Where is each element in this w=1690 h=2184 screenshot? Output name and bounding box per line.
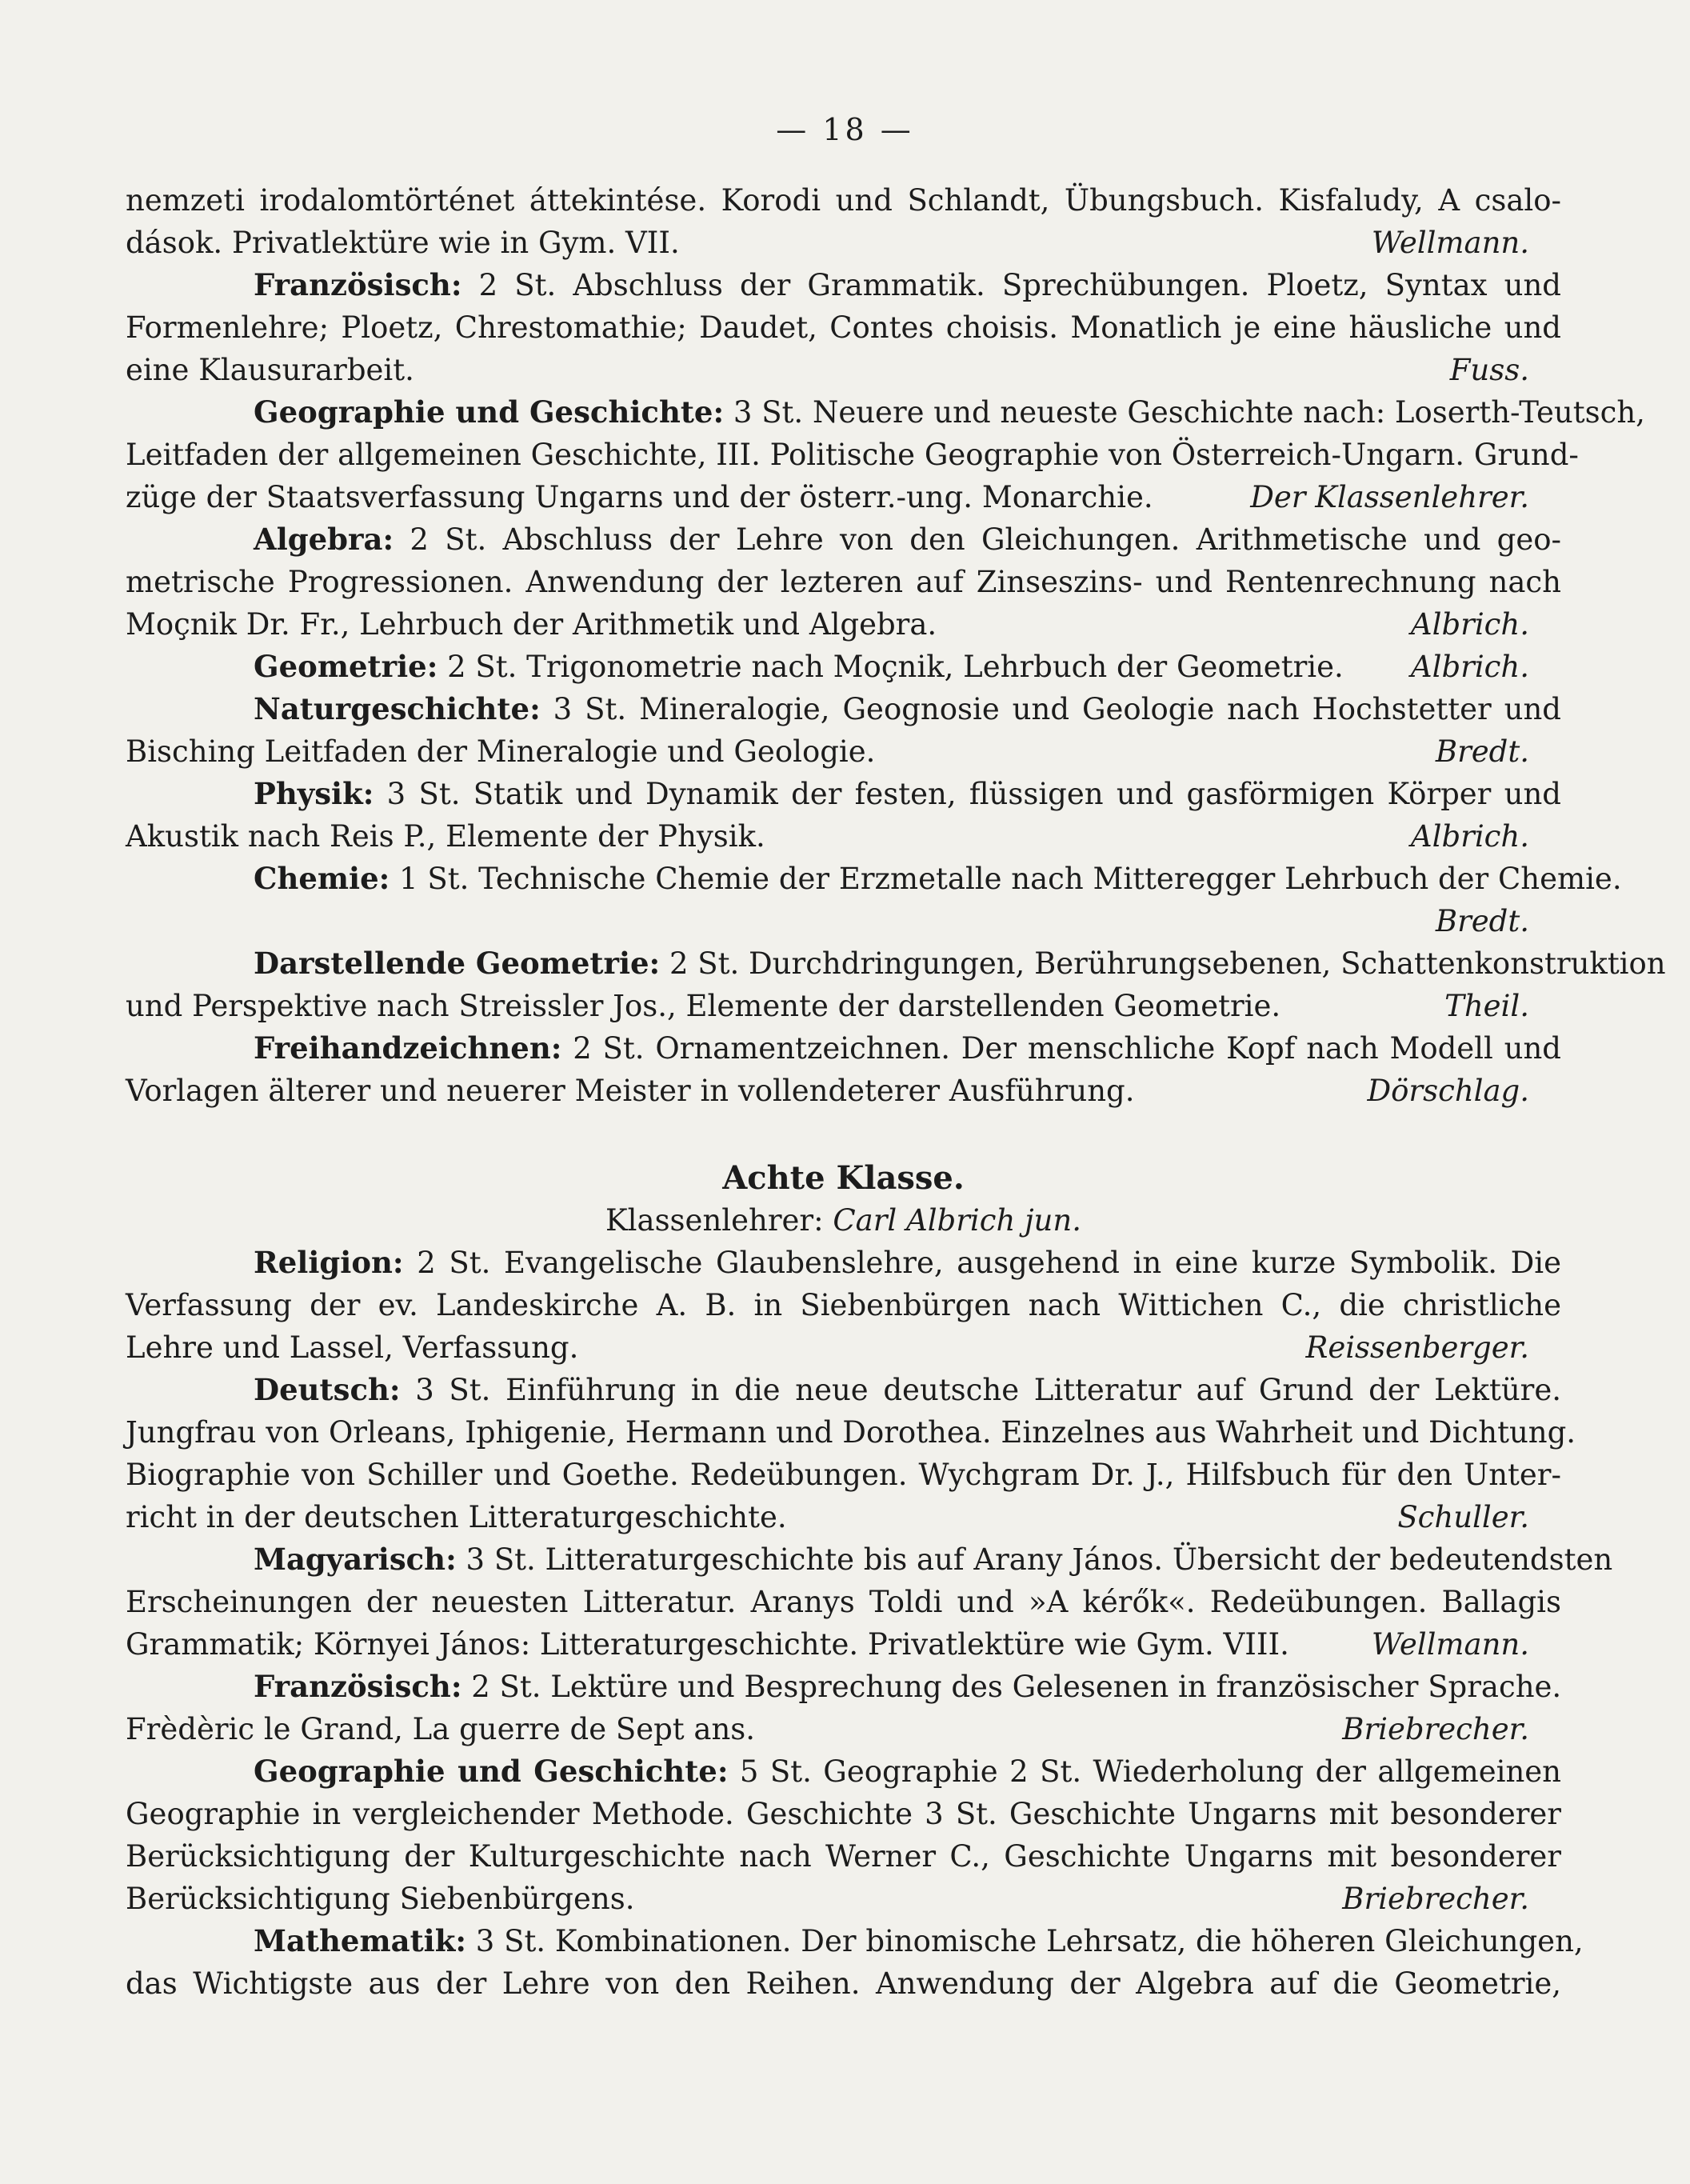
- text-line: eine Klausurarbeit. Fuss.: [126, 349, 1561, 391]
- subject-heading: Französisch:: [254, 1669, 462, 1704]
- teacher-signature: Wellmann.: [1371, 1627, 1529, 1662]
- subject-entry-hungarian: Magyarisch: 3 St. Litteraturgeschichte bis auf Arany János. Übersicht der bedeutendsten: [254, 1542, 1613, 1577]
- section-seventh-class-continuation: [126, 179, 1666, 1112]
- text-line: Grammatik; Környei János: Litteraturgeschichte. Privatlektüre wie Gym. VIII. Wellmann.: [126, 1623, 1561, 1666]
- teacher-signature: Briebrecher.: [1342, 1712, 1529, 1746]
- teacher-signature: Reissenberger.: [1305, 1330, 1529, 1365]
- subject-heading: Geometrie:: [254, 649, 438, 684]
- subject-heading: Freihandzeichnen:: [254, 1030, 562, 1066]
- subject-entry-chemistry: Chemie: 1 St. Technische Chemie der Erzmetalle nach Mitteregger Lehrbuch der Chemie.: [254, 861, 1622, 896]
- teacher-signature: Albrich.: [1410, 607, 1529, 642]
- teacher-signature: Dörschlag.: [1367, 1074, 1529, 1108]
- text-line: Moçnik Dr. Fr., Lehrbuch der Arithmetik und Algebra. Albrich.: [126, 603, 1561, 646]
- text-line: Erscheinungen der neuesten Litteratur. Aranys Toldi und »A kérők«. Redeübungen. Ballagis: [126, 1585, 1561, 1619]
- subject-entry-mathematics: Mathematik: 3 St. Kombinationen. Der binomische Lehrsatz, die höheren Gleichungen,: [254, 1923, 1584, 1958]
- subject-entry-geography: Geographie und Geschichte: 3 St. Neuere und neueste Geschichte nach: Loserth-Teutsch,: [254, 394, 1645, 430]
- text-line: Berücksichtigung der Kulturgeschichte nach Werner C., Geschichte Ungarns mit besonderer: [126, 1839, 1561, 1874]
- subject-heading: Religion:: [254, 1245, 404, 1280]
- text-line: nemzeti irodalomtörténet áttekintése. Korodi und Schlandt, Übungsbuch. Kisfaludy, A csalo-: [126, 183, 1561, 218]
- teacher-signature: Bredt.: [1435, 904, 1529, 938]
- teacher-signature: Albrich.: [1410, 819, 1529, 854]
- teacher-signature: Fuss.: [1449, 353, 1529, 387]
- section-eighth-class: [126, 1157, 1613, 2005]
- text-line: Geographie in vergleichender Methode. Geschichte 3 St. Geschichte Ungarns mit besonderer: [126, 1797, 1561, 1831]
- subject-heading: Geographie und Geschichte:: [254, 394, 725, 430]
- text-line: richt in der deutschen Litteraturgeschichte. Schuller.: [126, 1496, 1561, 1538]
- subject-entry-religion: Religion: 2 St. Evangelische Glaubenslehre, ausgehend in eine kurze Symbolik. Die: [254, 1245, 1561, 1280]
- text-line: Verfassung der ev. Landeskirche A. B. in Siebenbürgen nach Wittichen C., die christliche: [126, 1288, 1561, 1322]
- text-line: Vorlagen älterer und neuerer Meister in vollendeterer Ausführung. Dörschlag.: [126, 1070, 1561, 1112]
- subject-heading: Mathematik:: [254, 1923, 467, 1958]
- teacher-signature: Albrich.: [1410, 650, 1529, 684]
- text-line: das Wichtigste aus der Lehre von den Reihen. Anwendung der Algebra auf die Geometrie,: [126, 1966, 1561, 2001]
- text-line: metrische Progressionen. Anwendung der lezteren auf Zinseszins- und Rentenrechnung nach: [126, 565, 1561, 599]
- class-teacher: Klassenlehrer: Carl Albrich jun.: [605, 1203, 1081, 1238]
- subject-heading: Naturgeschichte:: [254, 691, 541, 726]
- subject-heading: Geographie und Geschichte:: [254, 1754, 729, 1789]
- teacher-signature: Schuller.: [1397, 1500, 1529, 1534]
- subject-entry-natural-history: Naturgeschichte: 3 St. Mineralogie, Geognosie und Geologie nach Hochstetter und: [254, 691, 1561, 726]
- text-line: züge der Staatsverfassung Ungarns und der österr.-ung. Monarchie. Der Klassenlehrer.: [126, 476, 1561, 518]
- class-teacher-name: Carl Albrich jun.: [833, 1203, 1081, 1238]
- text-line: Berücksichtigung Siebenbürgens. Briebrecher.: [126, 1878, 1561, 1920]
- subject-entry-french: Französisch: 2 St. Abschluss der Grammatik. Sprechübungen. Ploetz, Syntax und: [254, 267, 1561, 302]
- subject-entry-geography: Geographie und Geschichte: 5 St. Geographie 2 St. Wiederholung der allgemeinen: [254, 1754, 1561, 1789]
- text-line: [126, 900, 1561, 942]
- subject-entry-geometry: Geometrie: 2 St. Trigonometrie nach Moçnik, Lehrbuch der Geometrie. Albrich.: [126, 646, 1561, 688]
- subject-heading: Physik:: [254, 776, 374, 811]
- text-line: Leitfaden der allgemeinen Geschichte, III. Politische Geographie von Österreich-Ungarn. Grund-: [126, 438, 1579, 472]
- section-title: Achte Klasse.: [722, 1159, 965, 1197]
- teacher-signature: Theil.: [1444, 989, 1529, 1023]
- text-line: Jungfrau von Orleans, Iphigenie, Hermann und Dorothea. Einzelnes aus Wahrheit und Dichtung.: [126, 1415, 1576, 1450]
- text-line: Akustik nach Reis P., Elemente der Physik. Albrich.: [126, 815, 1561, 858]
- subject-heading: Darstellende Geometrie:: [254, 946, 661, 981]
- subject-entry-french: Französisch: 2 St. Lektüre und Besprechung des Gelesenen in französischer Sprache.: [254, 1669, 1562, 1704]
- subject-heading: Deutsch:: [254, 1372, 401, 1407]
- teacher-signature: Bredt.: [1435, 734, 1529, 769]
- text-line: Formenlehre; Ploetz, Chrestomathie; Daudet, Contes choisis. Monatlich je eine häusliche und: [126, 310, 1561, 345]
- text-line: Bisching Leitfaden der Mineralogie und Geologie. Bredt.: [126, 730, 1561, 773]
- subject-heading: Magyarisch:: [254, 1542, 457, 1577]
- teacher-signature: Briebrecher.: [1342, 1882, 1529, 1916]
- subject-entry-physics: Physik: 3 St. Statik und Dynamik der festen, flüssigen und gasförmigen Körper und: [254, 776, 1561, 811]
- subject-entry-descriptive-geometry: Darstellende Geometrie: 2 St. Durchdringungen, Berührungsebenen, Schattenkonstruktion: [254, 946, 1666, 981]
- subject-heading: Chemie:: [254, 861, 390, 896]
- subject-heading: Französisch:: [254, 267, 462, 302]
- text-line: und Perspektive nach Streissler Jos., Elemente der darstellenden Geometrie. Theil.: [126, 985, 1561, 1027]
- teacher-signature: Wellmann.: [1371, 226, 1529, 260]
- text-line: Frèdèric le Grand, La guerre de Sept ans. Briebrecher.: [126, 1708, 1561, 1750]
- teacher-signature: Der Klassenlehrer.: [1250, 480, 1529, 514]
- text-line: Lehre und Lassel, Verfassung. Reissenberger.: [126, 1326, 1561, 1369]
- subject-entry-german: Deutsch: 3 St. Einführung in die neue deutsche Litteratur auf Grund der Lektüre.: [254, 1372, 1561, 1407]
- subject-entry-freehand-drawing: Freihandzeichnen: 2 St. Ornamentzeichnen. Der menschliche Kopf nach Modell und: [254, 1030, 1561, 1066]
- subject-entry-algebra: Algebra: 2 St. Abschluss der Lehre von den Gleichungen. Arithmetische und geo-: [254, 522, 1561, 557]
- text-line: dások. Privatlektüre wie in Gym. VII. Wellmann.: [126, 222, 1561, 264]
- text-line: Biographie von Schiller und Goethe. Redeübungen. Wychgram Dr. J., Hilfsbuch für den Unter-: [126, 1458, 1561, 1492]
- subject-heading: Algebra:: [254, 522, 394, 557]
- page-number: — 18 —: [776, 112, 914, 147]
